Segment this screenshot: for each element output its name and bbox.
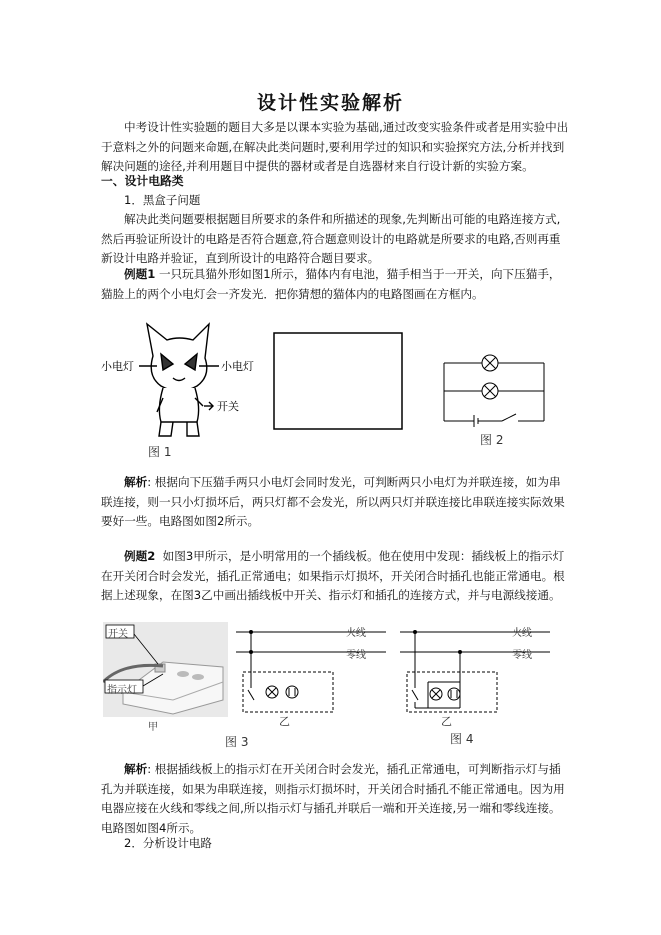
fig3-live-label: 火线	[346, 628, 366, 639]
fig4-yi-label: 乙	[441, 715, 452, 728]
parallel-lamp-circuit	[440, 345, 550, 430]
example2-paragraph	[101, 547, 571, 606]
intro-paragraph: 中考设计性实验题的题目大多是以课本实验为基础,通过改变实验条件或者是用实验中出于意料之外的问题来命题,在解决此类问题时,要利用学过的知识和实验探究方法,分析并找到解决问题的途径,并利用题目中提供的器材或者是自选器材来自行设计新的实验方案。	[101, 120, 569, 173]
fig3-jia-label: 甲	[148, 722, 158, 733]
blackbox-paragraph: 解决此类问题要根据题目所要求的条件和所描述的现象,先判断出可能的电路连接方式,然后再验证所设计的电路是否符合题意,符合题意则设计的电路就是所要求的电路,否则再重新设计电路并验证，直到所设计的电路符合题目要求。	[101, 212, 561, 265]
fig3-neutral-label: 零线	[346, 650, 366, 661]
analysis1-paragraph: 解析: 根据向下压猫手两只小电灯会同时发光，可判断两只小电灯为并联连接，如为串联连接，则一只小灯损坏后，两只灯都不会发光，所以两只灯并联连接比串联连接实际效果要好一些。电路图如图2所示。	[101, 475, 565, 528]
fig4-live-label: 火线	[512, 628, 532, 639]
toy-cat-figure	[101, 318, 271, 443]
section-heading: 一、设计电路类	[101, 174, 184, 188]
analysis2-paragraph: 解析: 根据插线板上的指示灯在开关闭合时会发光，插孔正常通电，可判断指示灯与插孔为并联连接，如果为串联连接，则指示灯损坏时，开关闭合时插孔不能正常通电。因为用电器应接在火线和零线之间,所以指示灯与插孔并联后一端和开关连接,另一端和零线连接。电路图如图4所示。	[101, 762, 565, 835]
analysis1-text: 根据向下压猫手两只小电灯会同时发光，可判断两只小电灯为并联连接，如为串联连接，则一只小灯损坏后，两只灯都不会发光，所以两只灯并联连接比串联连接实际效果要好一些。电路图如图2所示。	[101, 475, 565, 528]
fig4-circuit	[400, 628, 550, 718]
example2-label: 例题2	[124, 549, 156, 563]
analysis1-label: 解析	[124, 475, 148, 489]
example1-text: 一只玩具猫外形如图1所示，猫体内有电池，猫手相当于一开关，向下压猫手，猫脸上的两个小电灯会一齐发光．把你猜想的猫体内的电路图画在方框内。	[101, 267, 561, 301]
answer-box	[273, 332, 405, 432]
example1-label: 例题1	[124, 267, 156, 281]
fig4-neutral-label: 零线	[512, 650, 532, 661]
fig3-circuit	[236, 628, 386, 718]
fig3-caption: 图 3	[225, 735, 249, 749]
fig1-switch-label: 开关	[217, 400, 239, 413]
fig3-lamp-label: 指示灯	[107, 685, 137, 696]
page-title: 设计性实验解析	[256, 92, 404, 114]
fig3-switch-label: 开关	[108, 629, 128, 640]
example1-paragraph	[101, 265, 571, 304]
fig4-caption: 图 4	[450, 732, 474, 746]
analysis2-text: 根据插线板上的指示灯在开关闭合时会发光，插孔正常通电，可判断指示灯与插孔为并联连接，如果为串联连接，则指示灯损坏时，开关闭合时插孔不能正常通电。因为用电器应接在火线和零线之间,所以指示灯与插孔并联后一端和开关连接,另一端和零线连接。电路图如图4所示。	[101, 762, 565, 835]
fig1-left-lamp-label: 小电灯	[101, 360, 134, 373]
subsection2-heading: 2．分析设计电路	[124, 836, 212, 850]
fig1-right-lamp-label: 小电灯	[221, 360, 254, 373]
analysis2-label: 解析	[124, 762, 148, 776]
fig3-yi-label: 乙	[279, 715, 290, 728]
fig1-caption-text: 图 1	[148, 445, 172, 459]
subsection-heading: 1．黑盒子问题	[124, 193, 201, 207]
fig2-caption: 图 2	[480, 433, 504, 447]
example2-text: 如图3甲所示，是小明常用的一个插线板。他在使用中发现：插线板上的指示灯在开关闭合时会发光，插孔正常通电；如果指示灯损坏，开关闭合时插孔也能正常通电。根据上述现象，在图3乙中画出插线板中开关、指示灯和插孔的连接方式，并与电源线接通。	[101, 549, 565, 602]
